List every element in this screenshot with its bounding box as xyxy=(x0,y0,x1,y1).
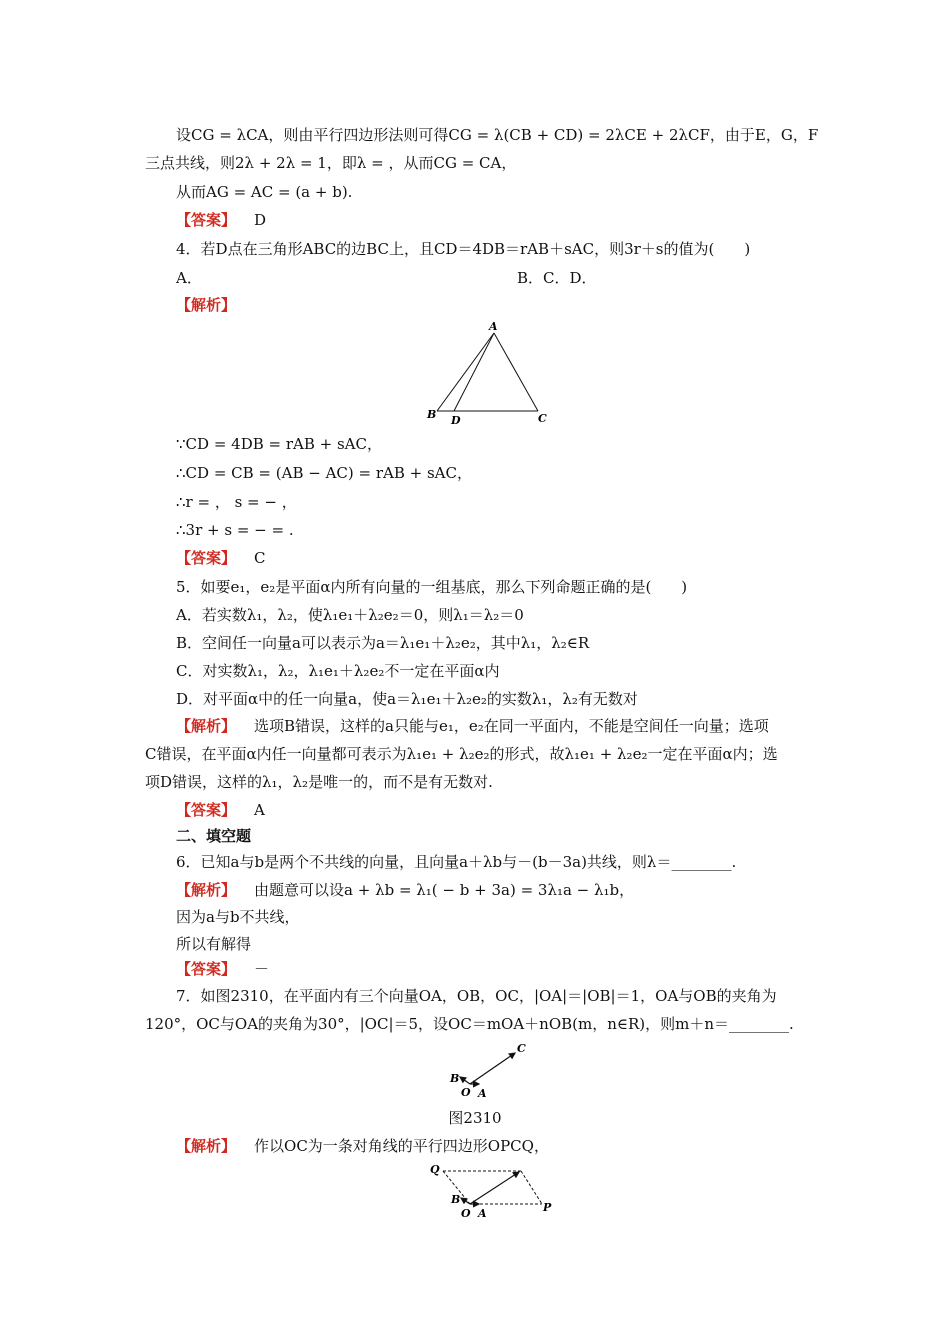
question-7: 7．如图2310，在平面内有三个向量OA，OB，OC，|OA|＝|OB|＝1，OA与OB的夹角为 xyxy=(176,987,777,1005)
answer-line xyxy=(176,548,266,568)
point-label: D xyxy=(451,414,461,427)
text-line: 三点共线，则2λ + 2λ = 1，即λ = ，从而CG = CA， xyxy=(145,154,517,172)
point-label: O xyxy=(461,1086,471,1099)
point-label: A xyxy=(478,1087,487,1100)
point-label: P xyxy=(543,1201,552,1214)
analysis-line xyxy=(176,716,769,736)
question-6: 6．已知a与b是两个不共线的向量，且向量a＋λb与－(b－3a)共线，则λ＝________. xyxy=(176,853,737,871)
text-line: 因为a与b不共线， xyxy=(176,908,300,926)
point-label: A xyxy=(478,1207,487,1220)
point-label: Q xyxy=(430,1163,440,1176)
text-line: 所以有解得 xyxy=(176,935,252,953)
option-a: A． xyxy=(176,269,202,287)
point-label: B xyxy=(427,408,437,421)
option-c: C．对实数λ₁，λ₂，λ₁e₁＋λ₂e₂不一定在平面α内 xyxy=(176,662,500,680)
text-line: 项D错误，这样的λ₁，λ₂是唯一的，而不是有无数对. xyxy=(145,773,493,791)
answer-value: － xyxy=(254,960,270,978)
analysis-tag: 【解析】 xyxy=(176,296,237,314)
question-5: 5．如要e₁，e₂是平面α内所有向量的一组基底，那么下列命题正确的是( ) xyxy=(176,578,688,596)
analysis-line xyxy=(176,1136,549,1156)
answer-value: C xyxy=(254,549,266,567)
analysis-tag: 【解析】 xyxy=(176,1137,237,1155)
question-4: 4．若D点在三角形ABC的边BC上，且CD＝4DB＝rAB＋sAC，则3r＋s的值为( ) xyxy=(176,240,751,258)
figure-caption: 图2310 xyxy=(448,1109,502,1127)
text-line: C错误，在平面α内任一向量都可表示为λ₁e₁ + λ₂e₂的形式，故λ₁e₁ + λ₂e₂一定在平面α内；选 xyxy=(145,745,778,763)
parallelogram-figure xyxy=(425,1160,560,1225)
point-label: O xyxy=(461,1207,471,1220)
text-line: 设CG = λCA，则由平行四边形法则可得CG = λ(CB + CD) = 2λCE + 2λCF，由于E，G，F xyxy=(176,126,819,144)
answer-tag: 【答案】 xyxy=(176,960,237,978)
section-heading: 二、填空题 xyxy=(176,827,252,845)
text-line: ∴CD = CB = (AB − AC) = rAB + sAC， xyxy=(176,464,472,482)
text-line: ∴3r + s = − = . xyxy=(176,521,294,539)
option-a: A．若实数λ₁，λ₂，使λ₁e₁＋λ₂e₂＝0，则λ₁＝λ₂＝0 xyxy=(176,606,524,624)
text-line: ∴r = ， s = − ， xyxy=(176,493,297,511)
answer-line xyxy=(176,210,266,230)
answer-tag: 【答案】 xyxy=(176,211,237,229)
answer-tag: 【答案】 xyxy=(176,801,237,819)
option-b: B．空间任一向量a可以表示为a＝λ₁e₁＋λ₂e₂，其中λ₁，λ₂∈R xyxy=(176,634,590,652)
point-label: C xyxy=(538,412,547,425)
point-label: B xyxy=(450,1072,460,1085)
triangle-figure xyxy=(420,318,560,428)
point-label: A xyxy=(489,320,498,333)
answer-value: D xyxy=(254,211,267,229)
answer-line xyxy=(176,800,265,820)
point-label: C xyxy=(517,1042,526,1055)
text-line: ∵CD = 4DB = rAB + sAC， xyxy=(176,435,382,453)
analysis-tag: 【解析】 xyxy=(176,717,237,735)
analysis-text: 作以OC为一条对角线的平行四边形OPCQ， xyxy=(254,1137,549,1155)
vector-figure xyxy=(440,1040,540,1102)
answer-line xyxy=(176,959,269,979)
answer-tag: 【答案】 xyxy=(176,549,237,567)
analysis-line xyxy=(176,295,236,315)
answer-value: A xyxy=(254,801,265,819)
option-d: D．对平面α中的任一向量a，使a＝λ₁e₁＋λ₂e₂的实数λ₁，λ₂有无数对 xyxy=(176,690,638,708)
analysis-tag: 【解析】 xyxy=(176,881,237,899)
analysis-text: 选项B错误，这样的a只能与e₁，e₂在同一平面内，不能是空间任一向量；选项 xyxy=(254,717,769,735)
option-bcd: B．C．D． xyxy=(517,269,597,287)
analysis-line xyxy=(176,880,634,900)
text-line: 120°，OC与OA的夹角为30°，|OC|＝5，设OC＝mOA＋nOB(m，n∈R)，则m＋n＝________. xyxy=(145,1015,794,1033)
text-line: 从而AG = AC = (a + b). xyxy=(176,183,353,201)
point-label: B xyxy=(451,1193,461,1206)
analysis-text: 由题意可以设a + λb = λ₁( − b + 3a) = 3λ₁a − λ₁b， xyxy=(254,881,635,899)
